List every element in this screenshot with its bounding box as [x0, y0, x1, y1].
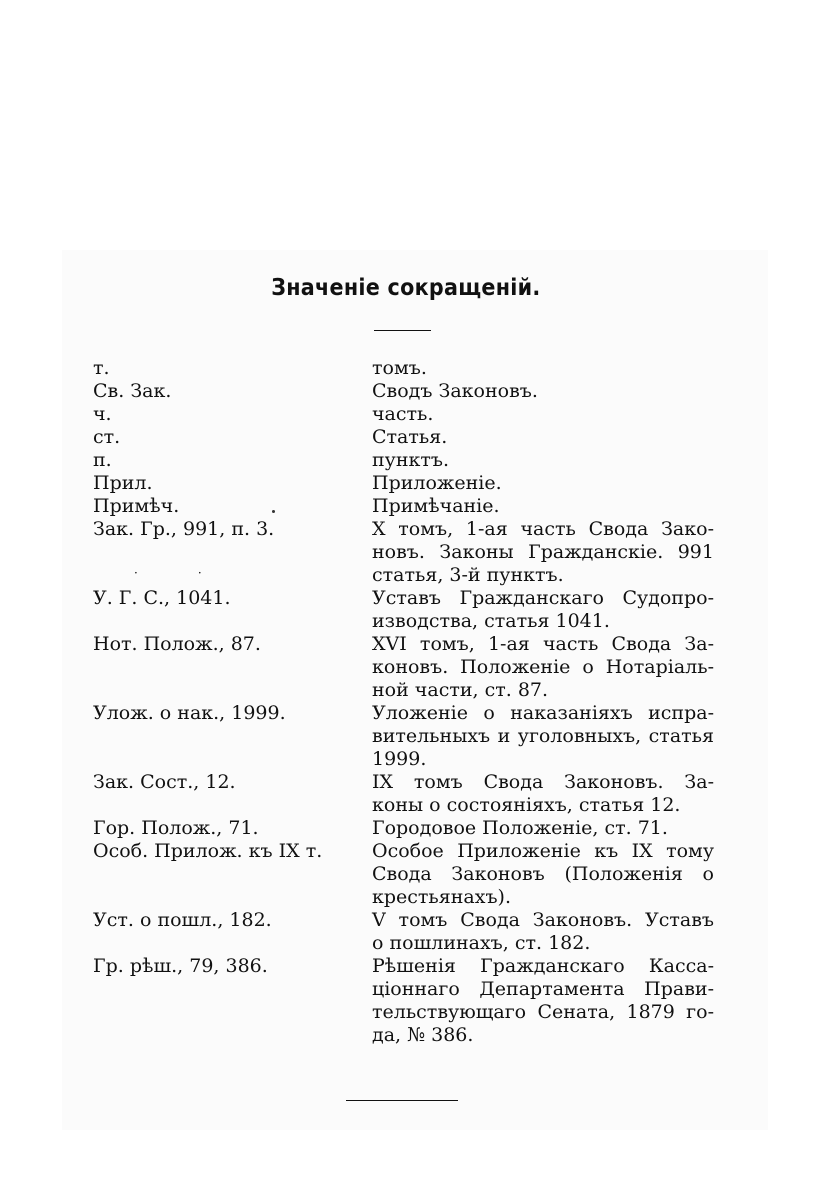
meaning-line: ной части, ст. 87.: [372, 679, 549, 701]
meaning-line: IX томъ Свода Законовъ. За-: [372, 771, 714, 793]
abbreviation-row: [0, 955, 840, 1047]
abbreviation-meaning: [372, 357, 714, 380]
abbreviation-term: Нот. Полож., 87.: [93, 633, 261, 655]
abbreviation-term: Примѣч.: [93, 495, 180, 517]
abbreviation-term: т.: [93, 357, 110, 379]
abbreviation-term: Прил.: [93, 472, 153, 494]
abbreviation-term: Гор. Полож., 71.: [93, 817, 259, 839]
abbreviation-row: [0, 817, 840, 840]
meaning-line: да, № 386.: [372, 1024, 474, 1046]
meaning-line: томъ.: [372, 357, 427, 379]
abbreviation-meaning: [372, 909, 714, 955]
abbreviation-row: [0, 426, 840, 449]
abbreviation-meaning: [372, 495, 714, 518]
abbreviation-meaning: [372, 518, 714, 587]
abbreviation-row: [0, 449, 840, 472]
abbreviation-meaning: [372, 771, 714, 817]
abbreviation-meaning: [372, 840, 714, 909]
meaning-line: Примѣчаніе.: [372, 495, 500, 517]
abbreviation-row: [0, 909, 840, 955]
abbreviation-meaning: [372, 380, 714, 403]
ink-speck: [272, 510, 275, 513]
abbreviation-row: [0, 587, 840, 633]
meaning-line: пунктъ.: [372, 449, 450, 471]
abbreviation-row: [0, 840, 840, 909]
abbreviation-row: [0, 633, 840, 702]
abbreviation-meaning: [372, 472, 714, 495]
meaning-line: коны о состояніяхъ, статья 12.: [372, 794, 681, 816]
abbreviation-meaning: [372, 403, 714, 426]
abbreviation-row: [0, 771, 840, 817]
meaning-line: Свода Законовъ (Положенія о: [372, 863, 714, 885]
meaning-line: Приложеніе.: [372, 472, 502, 494]
meaning-line: X томъ, 1-ая часть Свода Зако-: [372, 518, 714, 540]
meaning-line: 1999.: [372, 748, 427, 770]
abbreviation-term: Улож. о нак., 1999.: [93, 702, 286, 724]
meaning-line: часть.: [372, 403, 434, 425]
meaning-line: Статья.: [372, 426, 448, 448]
meaning-line: статья, 3-й пунктъ.: [372, 564, 564, 586]
meaning-line: изводства, статья 1041.: [372, 610, 610, 632]
abbreviation-term: У. Г. С., 1041.: [93, 587, 231, 609]
abbreviation-term: Уст. о пошл., 182.: [93, 909, 272, 931]
abbreviation-term: Св. Зак.: [93, 380, 172, 402]
meaning-line: XVI томъ, 1-ая часть Свода За-: [372, 633, 714, 655]
abbreviation-row: [0, 702, 840, 771]
abbreviation-row: [0, 357, 840, 380]
meaning-line: Городовое Положеніе, ст. 71.: [372, 817, 668, 839]
abbreviation-term: Гр. рѣш., 79, 386.: [93, 955, 268, 977]
abbreviation-row: [0, 518, 840, 587]
abbreviation-meaning: [372, 633, 714, 702]
abbreviation-term: ч.: [93, 403, 112, 425]
ink-specks: ··: [134, 566, 262, 580]
abbreviation-meaning: [372, 955, 714, 1047]
abbreviation-row: [0, 495, 840, 518]
meaning-line: ціоннаго Департамента Прави-: [372, 978, 714, 1000]
meaning-line: V томъ Свода Законовъ. Уставъ: [372, 909, 714, 931]
meaning-line: крестьянахъ).: [372, 886, 512, 908]
meaning-line: Уложеніе о наказаніяхъ испра-: [372, 702, 714, 724]
abbreviation-row: [0, 403, 840, 426]
title-divider: [374, 330, 431, 331]
meaning-line: Рѣшенія Гражданскаго Касса-: [372, 955, 714, 977]
meaning-line: о пошлинахъ, ст. 182.: [372, 932, 591, 954]
abbreviation-meaning: [372, 426, 714, 449]
abbreviation-term: Зак. Сост., 12.: [93, 771, 236, 793]
meaning-line: Уставъ Гражданскаго Судопро-: [372, 587, 714, 609]
abbreviation-list: [0, 357, 840, 1047]
abbreviation-term: Зак. Гр., 991, п. 3.: [93, 518, 275, 540]
page-title: Значеніе сокращеній.: [271, 275, 541, 301]
meaning-line: новъ. Законы Гражданскіе. 991: [372, 541, 714, 563]
abbreviation-meaning: [372, 587, 714, 633]
meaning-line: Сводъ Законовъ.: [372, 380, 538, 402]
abbreviation-term: ст.: [93, 426, 121, 448]
meaning-line: коновъ. Положеніе о Нотаріаль-: [372, 656, 714, 678]
abbreviation-term: п.: [93, 449, 112, 471]
meaning-line: вительныхъ и уголовныхъ, статья: [372, 725, 714, 747]
bottom-divider: [346, 1100, 458, 1101]
abbreviation-meaning: [372, 702, 714, 771]
abbreviation-meaning: [372, 817, 714, 840]
meaning-line: тельствующаго Сената, 1879 го-: [372, 1001, 714, 1023]
abbreviation-term: Особ. Прилож. къ IX т.: [93, 840, 323, 862]
abbreviation-row: [0, 472, 840, 495]
abbreviation-row: [0, 380, 840, 403]
abbreviation-meaning: [372, 449, 714, 472]
meaning-line: Особое Приложеніе къ IX тому: [372, 840, 714, 862]
